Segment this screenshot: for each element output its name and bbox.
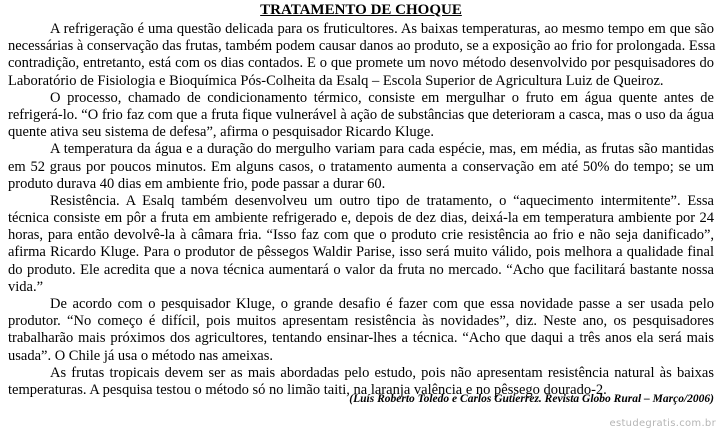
text-line: contradição, entretanto, está com os dias contados. E o que promete um novo método desenvolvido por pesquisadores do [8,55,714,72]
text-line: em 52 graus por poucos minutos. Em alguns casos, o tratamento aumenta a conservação em até 50% do tempo; se um [8,158,714,175]
text-line: usada”. O Chile já usa o método nas ameixas. [8,347,273,364]
text-line: necessárias à conservação das frutas, também podem causar danos ao produto, se a exposição ao frio for prolongada. Essa [8,38,716,55]
watermark: estudegratis.com.br [609,418,716,429]
text-line: A temperatura da água e a duração do mergulho variam para cada espécie, mas, em média, as frutas são mantidas [50,141,714,158]
text-line: De acordo com o pesquisador Kluge, o grande desafio é fazer com que essa novidade passe a ser usada pelo [50,296,714,312]
text-line: do produto. Ele acredita que a nova técnica aumentará o valor da fruta no mercado. “Acho que facilitará bastante nossa [8,261,714,278]
text-line: A refrigeração é uma questão delicada para os fruticultores. As baixas temperaturas, ao mesmo tempo em que são [50,21,714,37]
text-line: técnica consiste em pôr a fruta em ambiente refrigerado e, depois de dez dias, deixá-la em temperatura ambiente por 24 [8,210,714,227]
text-line: vida.” [8,278,44,295]
text-line: horas, para então devolvê-la à câmara fria. “Isso faz com que o produto crie resistência ao frio e não seja danificado”, [8,227,714,244]
text-line: O processo, chamado de condicionamento térmico, consiste em mergulhar o fruto em água quente antes de [50,89,714,106]
text-line: Laboratório de Fisiologia e Bioquímica Pós-Colheita da Esalq – Escola Superior de Agricultura Luiz de Queiroz. [8,72,664,89]
text-line: As frutas tropicais devem ser as mais abordadas pelo estudo, pois não apresentam resistência natural às baixas [50,364,714,381]
text-line: trabalharão mais próximos dos agricultores, tentando ensinar-lhes a técnica. “Acho que daqui a três anos ela será mais [8,330,714,347]
text-line: produto durava 40 dias em ambiente frio, pode passar a durar 60. [8,175,386,192]
text-line: Resistência. A Esalq também desenvolveu um outro tipo de tratamento, o “aquecimento intermitente”. Essa [50,192,714,209]
text-line: temperaturas. A pesquisa testou o método só no limão taiti, na laranja valência e no pêssego dourado-2. [8,381,607,398]
text-line: refrigerá-lo. “O frio faz com que a fruta fique vulnerável à ação de substâncias que deterioram a casca, mas o uso da água [8,106,714,123]
document-title: TRATAMENTO DE CHOQUE [260,2,462,18]
text-line: afirma Ricardo Kluge. Para o produtor de pêssegos Waldir Parise, isso será muito válido, pois melhora a qualidade final [8,244,714,261]
article-body [8,21,714,399]
text-line: produtor. “No começo é difícil, pois muitos apresentam resistência às novidades”, diz. Neste ano, os pesquisadores [8,313,714,330]
source-credit: (Luís Roberto Toledo e Carlos Gutierrez. Revista Globo Rural – Março/2006) [349,393,714,405]
text-line: quente ativa seu sistema de defesa”, afirma o pesquisador Ricardo Kluge. [8,124,434,141]
